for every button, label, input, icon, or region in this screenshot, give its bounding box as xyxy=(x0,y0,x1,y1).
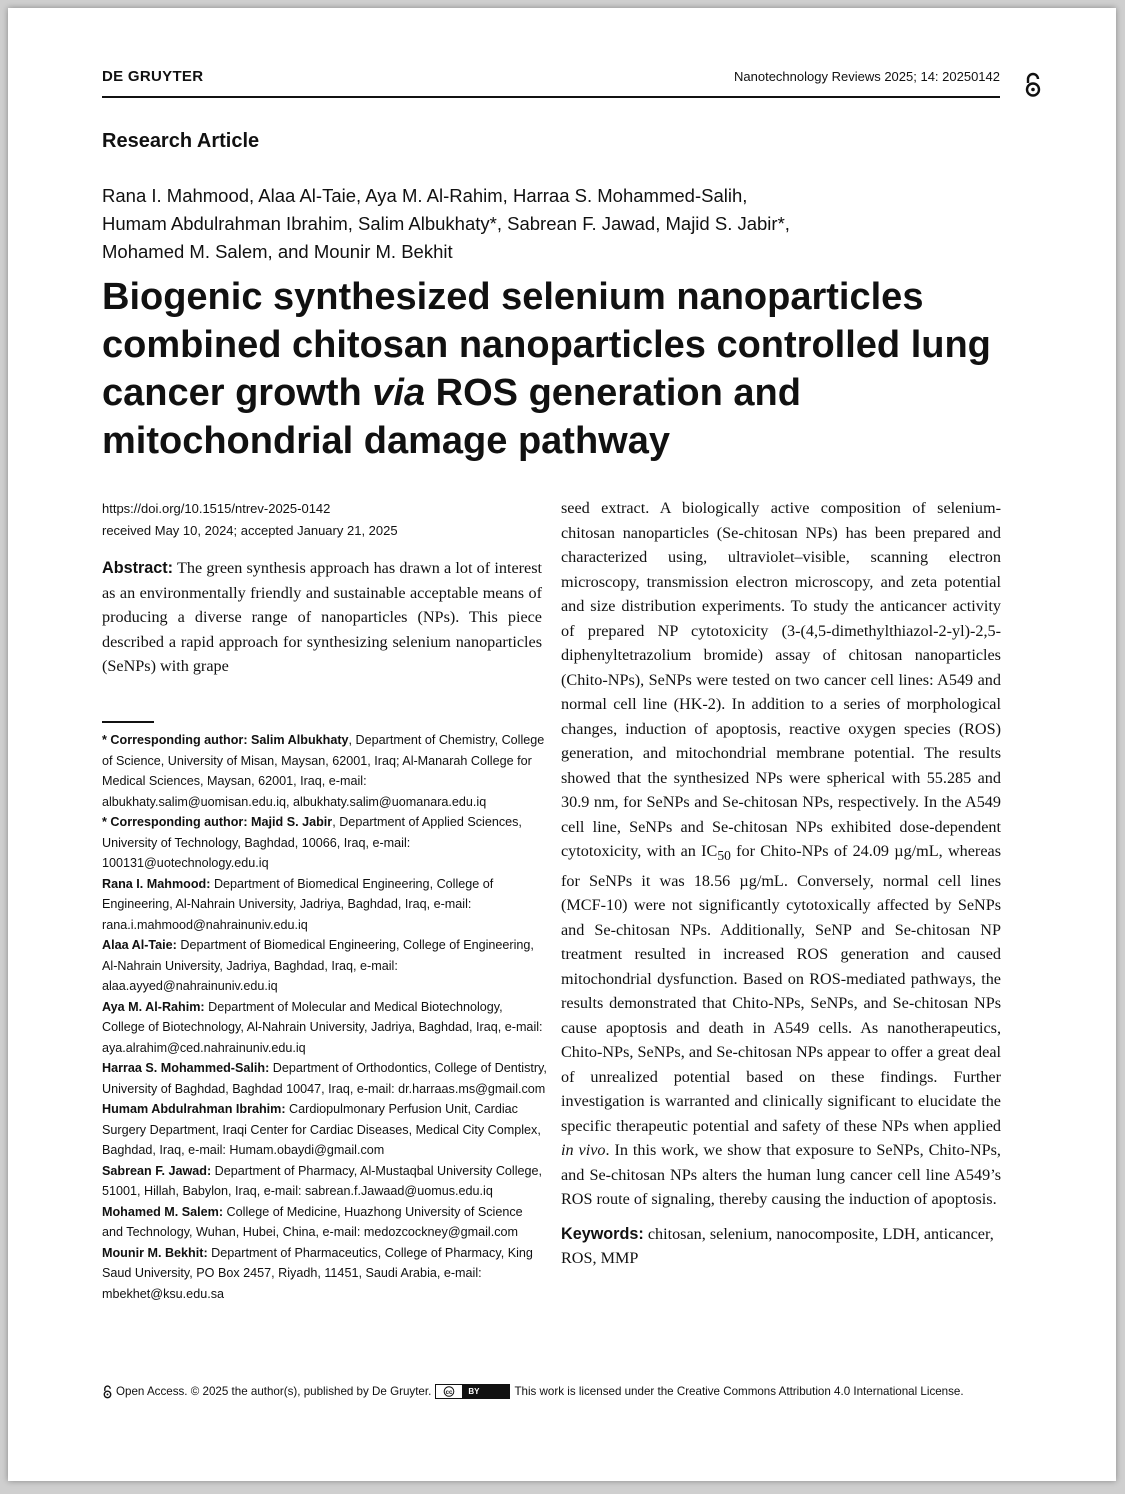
right-column xyxy=(561,496,1001,1271)
license-footer xyxy=(102,1384,1022,1399)
keywords-text: chitosan, selenium, nanocomposite, LDH, anticancer, ROS, MMP xyxy=(561,1224,994,1268)
footnote-text: College of Medicine, Huazhong University of Science and Technology, Wuhan, Hubei, China, e-mail: medozcockney@gmail.com xyxy=(102,1204,523,1239)
author-affiliations xyxy=(102,730,547,1304)
received-dates: received May 10, 2024; accepted January 21, 2025 xyxy=(102,523,398,538)
header-rule xyxy=(102,96,1000,98)
footnote-name: Sabrean F. Jawad: xyxy=(102,1163,212,1178)
article-page xyxy=(8,8,1116,1481)
footnote-name: Humam Abdulrahman Ibrahim: xyxy=(102,1102,286,1116)
footnote-text: Department of Biomedical Engineering, College of Engineering, Al-Nahrain University, Jadriya, Baghdad, Iraq, e-mail: alaa.ayyed@nahrainuniv.edu.iq xyxy=(102,938,534,993)
footnote-rule xyxy=(102,721,154,723)
ic50-subscript: 50 xyxy=(717,848,731,864)
author-line: Mohamed M. Salem, and Mounir M. Bekhit xyxy=(102,241,453,262)
footnote-name: Harraa S. Mohammed-Salih: xyxy=(102,1061,270,1075)
footnote-name: * Corresponding author: Majid S. Jabir xyxy=(102,815,333,829)
keywords-label: Keywords: xyxy=(561,1224,644,1243)
left-column xyxy=(102,498,542,679)
footnote-item xyxy=(102,812,547,874)
creative-commons-icon xyxy=(436,1385,462,1398)
footnote-text: Department of Orthodontics, College of Dentistry, University of Baghdad, Baghdad 10047, Iraq, e-mail: dr.harraas.ms@gmail.com xyxy=(102,1061,547,1096)
abstract xyxy=(102,556,542,679)
footnote-text: Department of Biomedical Engineering, College of Engineering, Al-Nahrain University, Jadriya, Baghdad, Iraq, e-mail: rana.i.mahmood@nahrainuniv.edu.iq xyxy=(102,876,494,932)
footnote-item xyxy=(102,730,547,812)
footnote-item xyxy=(102,997,547,1059)
author-line: Humam Abdulrahman Ibrahim, Salim Albukhaty*, Sabrean F. Jawad, Majid S. Jabir*, xyxy=(102,213,790,234)
doi-link[interactable]: https://doi.org/10.1515/ntrev-2025-0142 xyxy=(102,501,331,516)
publisher-name: DE GRUYTER xyxy=(102,68,204,85)
author-line: Rana I. Mahmood, Alaa Al-Taie, Aya M. Al-Rahim, Harraa S. Mohammed-Salih, xyxy=(102,185,748,206)
open-access-statement: Open Access. © 2025 the author(s), published by De Gruyter. xyxy=(116,1385,432,1398)
footnote-item xyxy=(102,874,547,936)
in-vivo-italic: in vivo xyxy=(561,1141,606,1160)
author-list xyxy=(102,182,1002,266)
cc-by-badge[interactable] xyxy=(435,1384,510,1399)
footnote-name: Mohamed M. Salem: xyxy=(102,1204,224,1219)
footnote-name: Mounir M. Bekhit: xyxy=(102,1245,208,1260)
cc-by-label: BY xyxy=(462,1385,509,1398)
open-access-icon xyxy=(1023,72,1043,98)
license-statement[interactable]: This work is licensed under the Creative Commons Attribution 4.0 International License. xyxy=(514,1385,964,1398)
keywords xyxy=(561,1222,1001,1271)
footnote-item xyxy=(102,1099,547,1161)
footnote-item xyxy=(102,935,547,997)
footnote-name: * Corresponding author: Salim Albukhaty xyxy=(102,733,349,747)
abstract-text: seed extract. A biologically active composition of selenium-chitosan nanoparticles (Se-chitosan NPs) has been prepared and characterized using, ultraviolet–visible, scanning electron microscopy, transmission electron microscopy, and zeta potential and size distribution experiments. To study the anticancer activity of prepared NP cytotoxicity (3-(4,5-dimethylthiazol-2-yl)-2,5-diphenyltetrazolium bromide) assay of chitosan nanoparticles (Chito-NPs), SeNPs were tested on two cancer cell lines: A549 and normal cell line (HK-2). In addition to a series of morphological changes, induction of apoptosis, reactive oxygen species (ROS) generation, and mitochondrial membrane potential. The results showed that the synthesized NPs were spherical with 55.285 and 30.9 nm, for SeNPs and Se-chitosan NPs, respectively. In the A549 cell line, SeNPs and Se-chitosan NPs exhibited dose-dependent cytotoxicity, with an IC xyxy=(561,499,1001,860)
footnote-text: Department of Pharmaceutics, College of Pharmacy, King Saud University, PO Box 2457, Riyadh, 11451, Saudi Arabia, e-mail: mbekhet@ksu.edu.sa xyxy=(102,1245,533,1301)
title-part: ROS generation and mitochondrial damage pathway xyxy=(102,372,801,462)
abstract-text: for Chito-NPs of 24.09 µg/mL, whereas for SeNPs it was 18.56 µg/mL. Conversely, normal cell lines (MCF-10) were not significantly cytotoxically affected by SeNPs and Se-chitosan NPs. Additionally, SeNP and Se-chitosan NP treatment resulted in increased ROS generation and caused mitochondrial dysfunction. Based on ROS-mediated pathways, the results demonstrated that Chito-NPs, SeNPs, and Se-chitosan NPs cause apoptosis and death in A549 cells. As nanotherapeutics, Chito-NPs, SeNPs, and Se-chitosan NPs appear to offer a great deal of unrealized potential based on these findings. Further investigation is warranted and clinically significant to elucidate the specific therapeutic potential and safety of these NPs when applied xyxy=(561,842,1001,1135)
footnote-name: Rana I. Mahmood: xyxy=(102,876,211,891)
abstract-text: . In this work, we show that exposure to SeNPs, Chito-NPs, and Se-chitosan NPs alters the human lung cancer cell line A549’s ROS route of signaling, thereby causing the induction of apoptosis. xyxy=(561,1141,1001,1209)
svg-text:cc: cc xyxy=(445,1390,453,1396)
footnote-item xyxy=(102,1058,547,1099)
article-type: Research Article xyxy=(102,130,260,152)
title-part: Biogenic synthesized selenium nanoparticles combined chitosan nanoparticles controlled lung cancer growth xyxy=(102,276,991,414)
footnote-item xyxy=(102,1243,547,1305)
footnote-text: Department of Pharmacy, Al-Mustaqbal University College, 51001, Hillah, Babylon, Iraq, e-mail: sabrean.f.Jawaad@uomus.edu.iq xyxy=(102,1163,543,1198)
abstract-continued xyxy=(561,496,1001,1212)
open-access-icon xyxy=(102,1385,113,1399)
abstract-label: Abstract: xyxy=(102,559,174,577)
article-title xyxy=(102,273,1002,465)
footnote-text: Cardiopulmonary Perfusion Unit, Cardiac Surgery Department, Iraqi Center for Cardiac Diseases, Medical City Complex, Baghdad, Iraq, e-mail: Humam.obaydi@gmail.com xyxy=(102,1102,541,1157)
title-italic: via xyxy=(372,372,426,414)
footnote-text: Department of Molecular and Medical Biotechnology, College of Biotechnology, Al-Nahrain University, Jadriya, Baghdad, Iraq, e-mail: aya.alrahim@ced.nahrainuniv.edu.iq xyxy=(102,999,543,1055)
footnote-name: Alaa Al-Taie: xyxy=(102,938,177,952)
footnote-text: , Department of Applied Sciences, University of Technology, Baghdad, 10066, Iraq, e-mail: 100131@uotechnology.edu.iq xyxy=(102,815,522,870)
footnote-item xyxy=(102,1202,547,1243)
footnote-text: , Department of Chemistry, College of Science, University of Misan, Maysan, 62001, Iraq; Al-Manarah College for Medical Sciences, Maysan, 62001, Iraq, e-mail: albukhaty.salim@uomisan.edu.iq, albukhaty.salim@uomanara.edu.iq xyxy=(102,733,545,809)
abstract-text: The green synthesis approach has drawn a lot of interest as an environmentally friendly and sustainable acceptable means of producing a diverse range of nanoparticles (NPs). This piece described a rapid approach for synthesizing selenium nanoparticles (SeNPs) with grape xyxy=(102,559,542,675)
footnote-item xyxy=(102,1161,547,1202)
journal-citation: Nanotechnology Reviews 2025; 14: 20250142 xyxy=(734,69,1000,84)
footnote-name: Aya M. Al-Rahim: xyxy=(102,999,205,1014)
